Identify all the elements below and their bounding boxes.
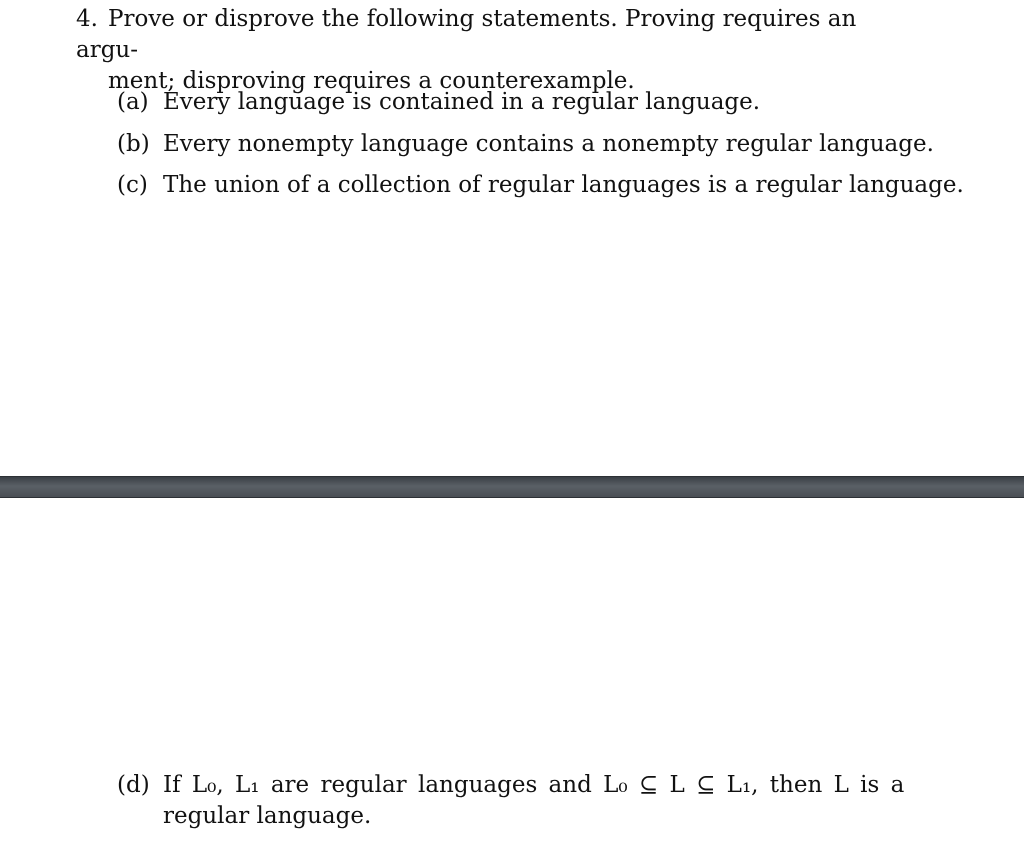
sub-item-c-text: The union of a collection of regular languages is a regular language. (163, 172, 964, 198)
problem-text-line1: Prove or disprove the following statements. Proving requires an argu- (76, 6, 857, 63)
problem-text-line2: ment; disproving requires a counterexample. (108, 68, 635, 94)
problem-statement (76, 4, 896, 97)
sub-item-b-label: (b) (117, 131, 150, 157)
sub-item-d-label: (d) (117, 772, 150, 798)
sub-item-d-text-line1: If L₀, L₁ are regular languages and L₀ ⊆ L ⊆ L₁, then L is a (163, 772, 905, 798)
sub-item-a-text: Every language is contained in a regular language. (163, 89, 761, 115)
page-divider-bar (0, 476, 1024, 498)
sub-item-d-text-line2: regular language. (163, 803, 372, 829)
problem-number: 4. (76, 6, 98, 32)
sub-item-c-label: (c) (117, 172, 148, 198)
sub-item-d (117, 770, 905, 832)
sub-item-b (117, 129, 934, 159)
sub-item-c (117, 170, 964, 200)
sub-item-b-text: Every nonempty language contains a nonempty regular language. (163, 131, 934, 157)
sub-item-a (117, 87, 760, 117)
sub-item-a-label: (a) (117, 89, 149, 115)
